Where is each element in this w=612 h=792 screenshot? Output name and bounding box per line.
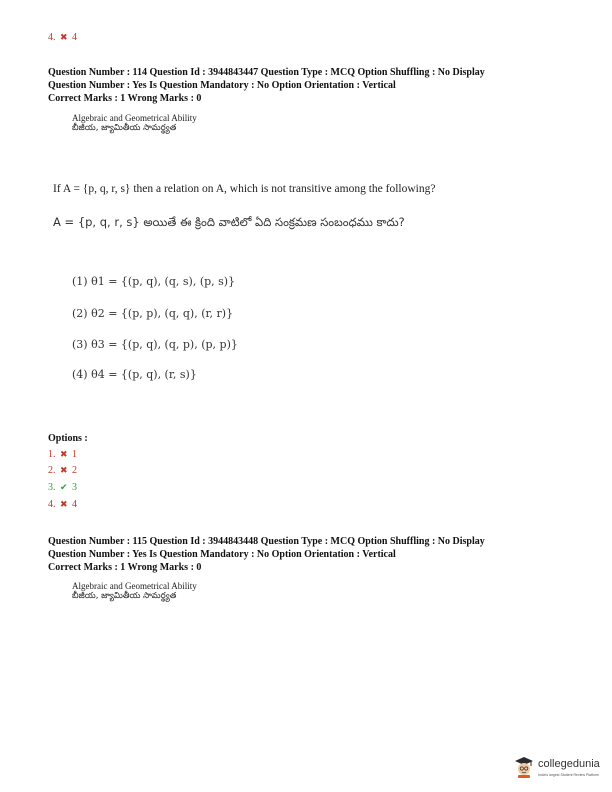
option-3 bbox=[48, 481, 77, 494]
meta-line-3: Correct Marks : 1 Wrong Marks : 0 bbox=[48, 93, 202, 104]
subject-telugu: బీజీయ, జ్యామితీయ సామర్థ్యత bbox=[72, 123, 177, 133]
meta-line-1: Question Number : 114 Question Id : 3944843447 Question Type : MCQ Option Shuffling : No Display bbox=[48, 67, 485, 78]
option-value: 1 bbox=[72, 449, 78, 460]
collegedunia-logo bbox=[514, 754, 606, 782]
question-114-subject bbox=[72, 113, 197, 133]
meta-line-3: Correct Marks : 1 Wrong Marks : 0 bbox=[48, 562, 202, 573]
meta-line-1: Question Number : 115 Question Id : 3944843448 Question Type : MCQ Option Shuffling : No Display bbox=[48, 536, 485, 547]
question-114-meta bbox=[48, 66, 485, 105]
option-value: 4 bbox=[72, 499, 78, 510]
option-number: 1. bbox=[48, 449, 56, 460]
wrong-mark-icon: ✖ bbox=[60, 499, 68, 509]
question-115-subject bbox=[72, 581, 197, 601]
option-2 bbox=[48, 464, 77, 477]
subject-english: Algebraic and Geometrical Ability bbox=[72, 581, 197, 591]
question-115-meta bbox=[48, 535, 485, 574]
logo-name: collegedunia bbox=[538, 758, 600, 770]
meta-line-2: Question Number : Yes Is Question Mandatory : No Option Orientation : Vertical bbox=[48, 549, 396, 560]
option-number: 2. bbox=[48, 465, 56, 476]
wrong-mark-icon: ✖ bbox=[60, 32, 68, 42]
subject-telugu: బీజీయ, జ్యామితీయ సామర్థ్యత bbox=[72, 591, 177, 601]
question-114-text-english: If A = {p, q, r, s} then a relation on A, which is not transitive among the following? bbox=[53, 183, 436, 195]
option-number: 4. bbox=[48, 32, 56, 43]
question-114-choice-3: (3) θ3 = {(p, q), (q, p), (p, p)} bbox=[72, 338, 238, 351]
wrong-mark-icon: ✖ bbox=[60, 465, 68, 475]
question-114-choice-2: (2) θ2 = {(p, p), (q, q), (r, r)} bbox=[72, 307, 234, 320]
option-value: 4 bbox=[72, 32, 78, 43]
correct-check-icon: ✔ bbox=[60, 482, 68, 492]
question-114-text-telugu: A = {p, q, r, s} అయితే ఈ క్రింది వాటిలో ఏది సంక్రమణ సంబంధము కాదు? bbox=[53, 215, 405, 229]
question-114-choice-4: (4) θ4 = {(p, q), (r, s)} bbox=[72, 368, 197, 381]
options-title: Options : bbox=[48, 433, 88, 444]
top-answer-option-4 bbox=[48, 31, 77, 44]
option-1 bbox=[48, 448, 77, 461]
option-value: 3 bbox=[72, 482, 78, 493]
option-number: 3. bbox=[48, 482, 56, 493]
wrong-mark-icon: ✖ bbox=[60, 449, 68, 459]
option-4 bbox=[48, 498, 77, 511]
logo-tagline: India's largest Student Review Platform bbox=[538, 773, 599, 777]
question-114-choice-1: (1) θ1 = {(p, q), (q, s), (p, s)} bbox=[72, 275, 236, 288]
graduate-mascot-icon bbox=[514, 756, 534, 778]
option-number: 4. bbox=[48, 499, 56, 510]
meta-line-2: Question Number : Yes Is Question Mandatory : No Option Orientation : Vertical bbox=[48, 80, 396, 91]
subject-english: Algebraic and Geometrical Ability bbox=[72, 113, 197, 123]
option-value: 2 bbox=[72, 465, 78, 476]
